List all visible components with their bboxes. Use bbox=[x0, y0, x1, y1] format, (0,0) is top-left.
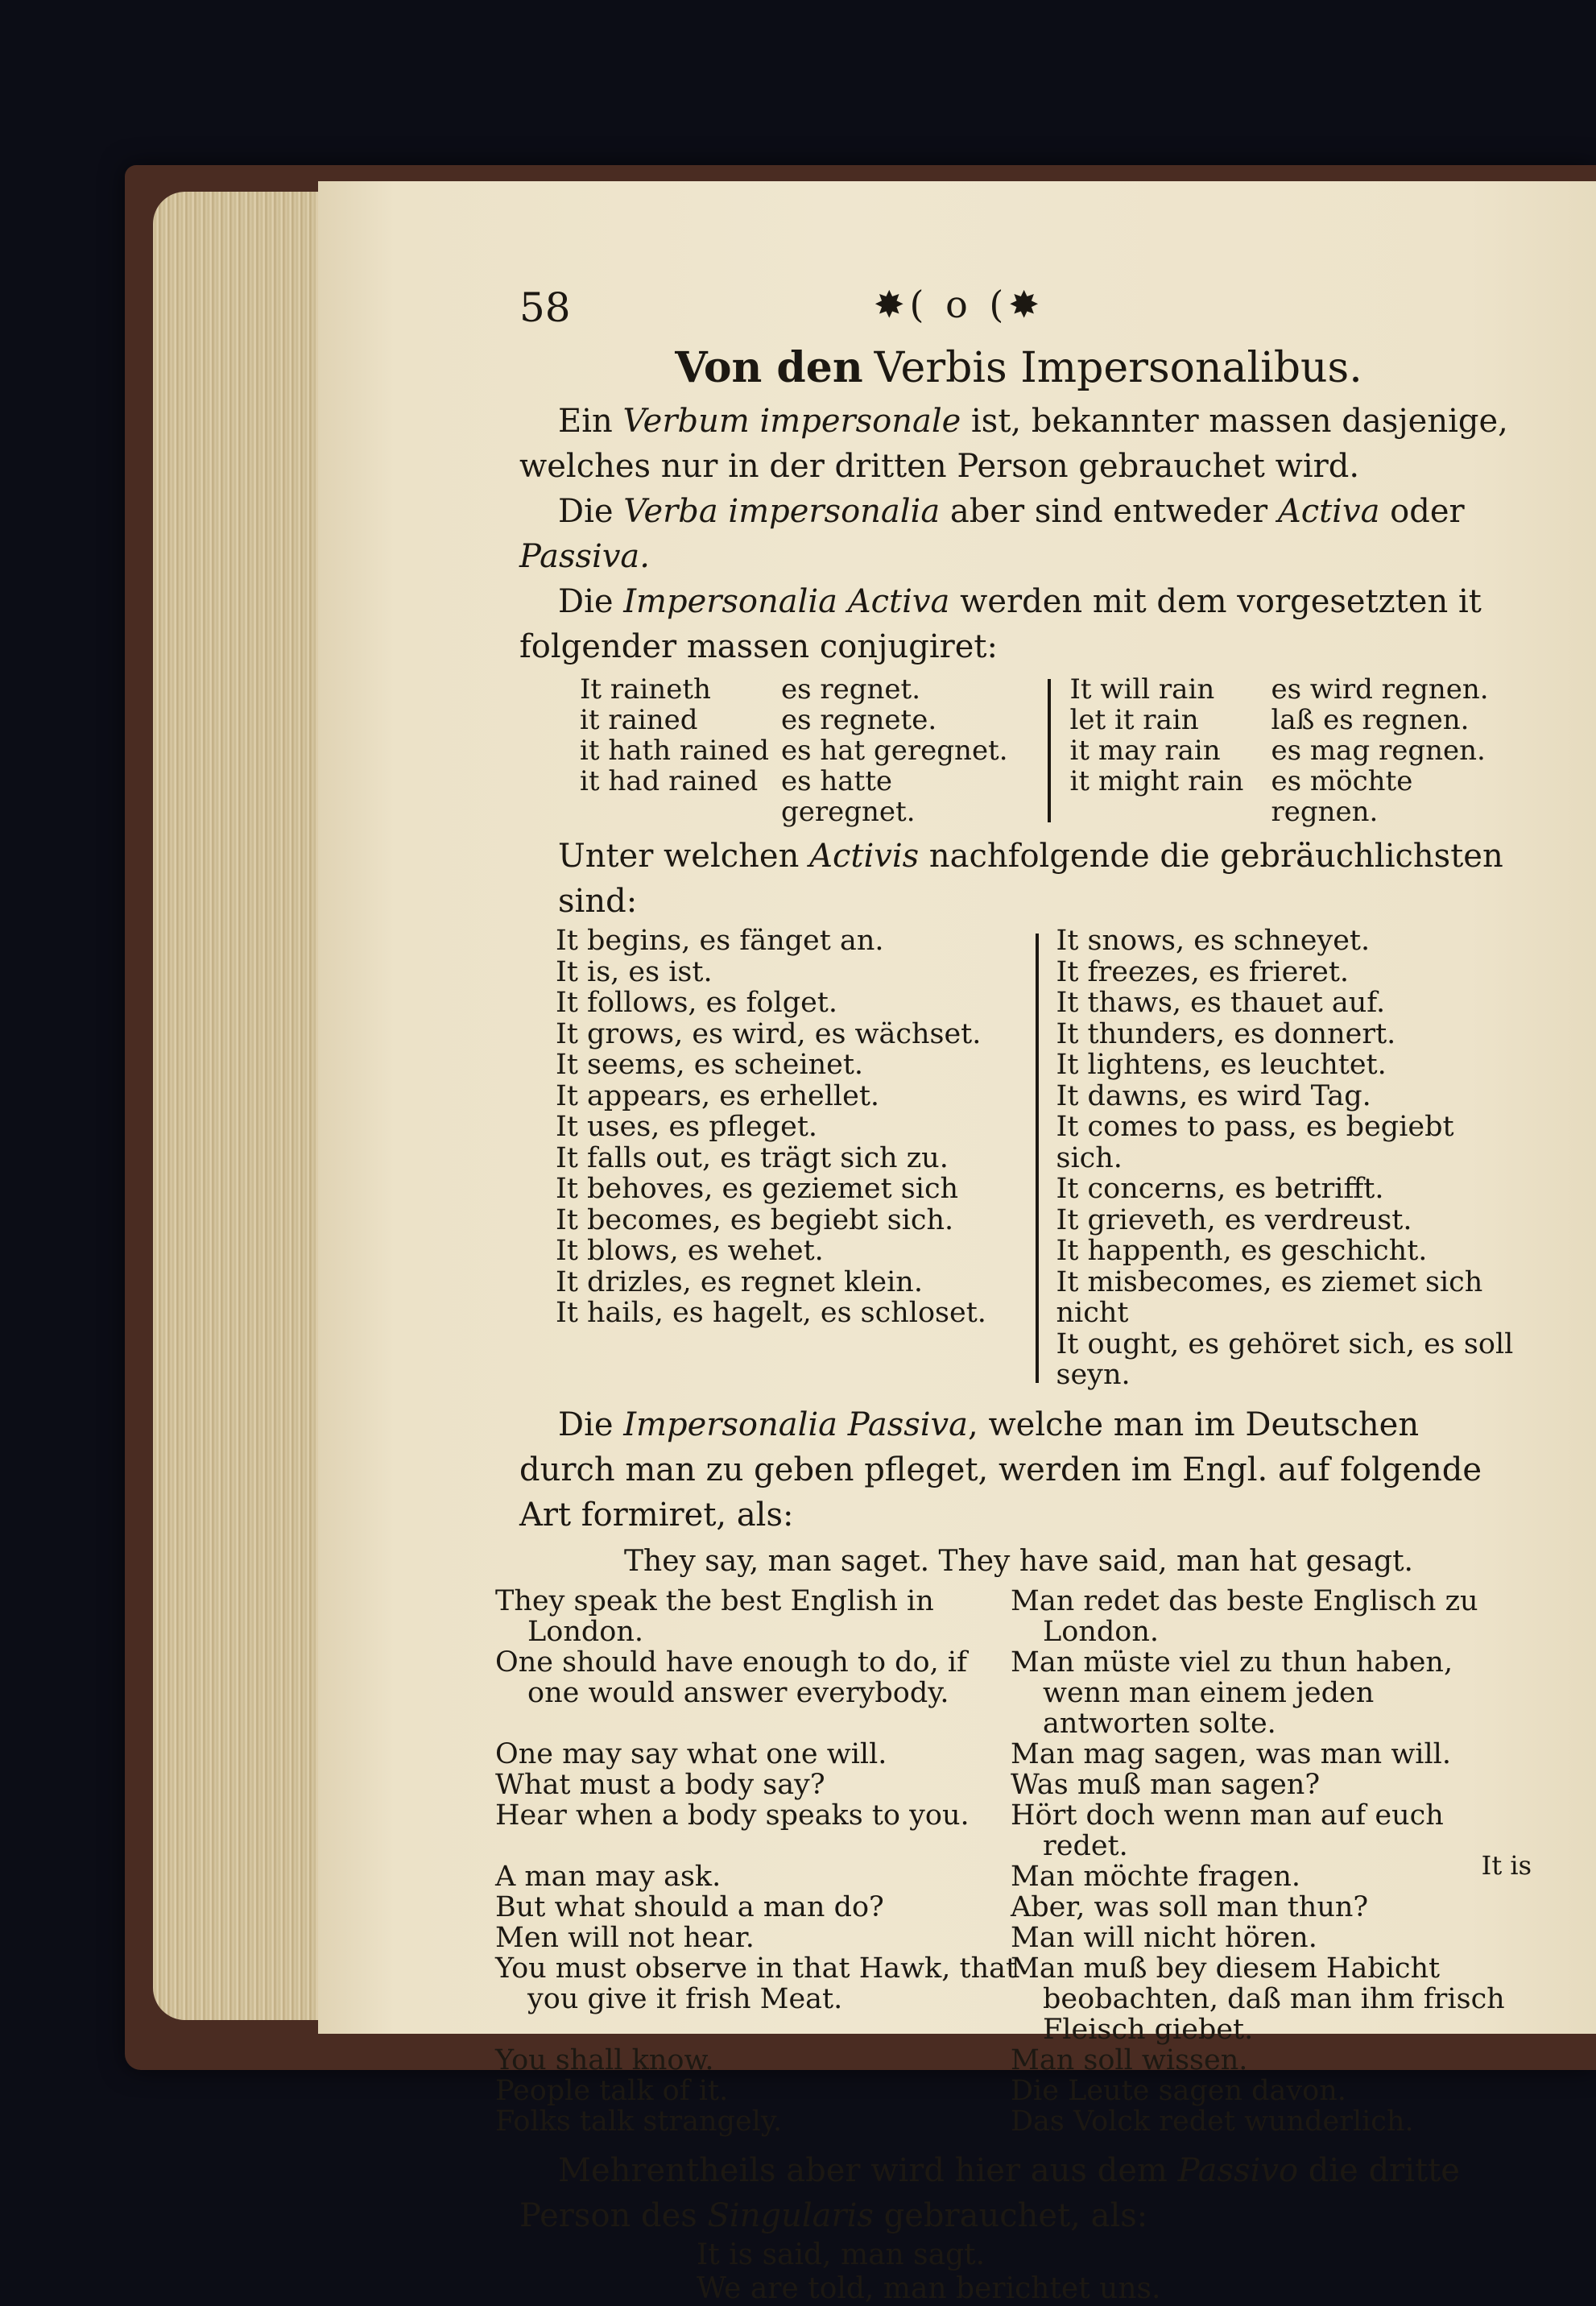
list-item: It follows, es folget. bbox=[556, 987, 837, 1019]
conjugation-right bbox=[1070, 674, 1519, 827]
activa-list bbox=[519, 925, 1518, 1391]
list-item: It blows, es wehet. bbox=[556, 1235, 824, 1267]
conjugation-left bbox=[580, 674, 1028, 827]
list-item: It begins, es fänget an. bbox=[556, 925, 884, 957]
column-rule bbox=[1036, 934, 1039, 1383]
title-roman: Verbis Impersonalibus. bbox=[874, 344, 1362, 392]
list-item: It snows, es schneyet. bbox=[1056, 925, 1371, 957]
conj-row: it had rained es hatte geregnet. bbox=[580, 765, 916, 828]
example-row: Folks talk strangely. Das Volck redet wunderlich. bbox=[495, 2105, 1414, 2138]
conj-row: let it rain laß es regnen. bbox=[1069, 704, 1470, 736]
list-item: It appears, es erhellet. bbox=[556, 1079, 880, 1112]
example-row: Men will not hear. Man will nicht hören. bbox=[495, 1921, 1317, 1954]
example-row: One should have enough to do, if one would answer everybody. Man müste viel zu thun haben, wenn man einem jeden antworten solte. bbox=[495, 1646, 1453, 1740]
book-page bbox=[318, 181, 1596, 2305]
page-title bbox=[519, 343, 1518, 392]
said-line: We are told, man berichtet uns. bbox=[697, 2271, 1161, 2305]
page-number: 58 bbox=[519, 284, 571, 331]
list-item: It hails, es hagelt, es schloset. bbox=[556, 1297, 986, 1329]
list-item: It comes to pass, es begiebt sich. bbox=[1056, 1111, 1454, 1174]
activa-right bbox=[1056, 925, 1519, 1391]
paragraph-5: Mehrentheils aber wird hier aus dem Passivo die dritte Person des Singularis gebrauchet, als: bbox=[519, 2151, 1460, 2234]
conj-row: it hath rained es hat geregnet. bbox=[580, 735, 1008, 767]
list-item: It becomes, es begiebt sich. bbox=[556, 1203, 954, 1236]
subheading-activa: Unter welchen Activis nachfolgende die gebräuchlichsten sind: bbox=[558, 838, 1503, 920]
passiva-examples bbox=[495, 1584, 1518, 2138]
catchword: It is bbox=[1481, 1850, 1532, 1881]
conj-row: It will rain es wird regnen. bbox=[1069, 673, 1489, 706]
running-header bbox=[519, 278, 1518, 338]
paragraph-3: Die Impersonalia Activa werden mit dem vorgesetzten it folgender massen conjugiret: bbox=[519, 583, 1482, 665]
example-row: They speak the best English in London. Man redet das beste Englisch zu London. bbox=[495, 1584, 1478, 1648]
page-edges bbox=[153, 192, 326, 2020]
example-row: Hear when a body speaks to you. Hört doch wenn man auf euch redet. bbox=[495, 1799, 1444, 1862]
list-item: It lightens, es leuchtet. bbox=[1056, 1049, 1387, 1081]
list-item: It is, es ist. bbox=[556, 955, 713, 988]
activa-left bbox=[519, 925, 1018, 1391]
list-item: It drizles, es regnet klein. bbox=[556, 1265, 923, 1298]
list-item: It misbecomes, es ziemet sich nicht bbox=[1056, 1265, 1483, 1329]
title-blackletter: Von den bbox=[675, 343, 863, 392]
list-item: It falls out, es trägt sich zu. bbox=[556, 1141, 949, 1174]
example-row: People talk of it. Die Leute sagen davon. bbox=[495, 2074, 1346, 2107]
example-row: What must a body say? Was muß man sagen? bbox=[495, 1768, 1321, 1801]
list-item: It thunders, es donnert. bbox=[1056, 1017, 1396, 1050]
list-item: It thaws, es thauet auf. bbox=[1056, 987, 1386, 1019]
example-row: You must observe in that Hawk, that you give it frish Meat. Man muß bey diesem Habicht beobachten, daß man ihm frisch Fleisch giebet. bbox=[495, 1952, 1505, 2046]
conj-row: it might rain es möchte regnen. bbox=[1069, 765, 1413, 828]
paragraph-2: Die Verba impersonalia aber sind entweder Activa oder Passiva. bbox=[519, 493, 1465, 575]
list-item: It behoves, es geziemet sich bbox=[556, 1173, 959, 1205]
example-row: One may say what one will. Man mag sagen, was man will. bbox=[495, 1737, 1451, 1770]
paragraph-4: Die Impersonalia Passiva, welche man im Deutschen durch man zu geben pfleget, werden im Engl. auf folgende Art formiret, als: bbox=[519, 1406, 1482, 1534]
they-say-line: They say, man saget. They have said, man hat gesagt. bbox=[624, 1544, 1413, 1578]
paragraph-1: Ein Verbum impersonale ist, bekannter massen dasjenige, welches nur in der dritten Person gebrauchet wird. bbox=[519, 403, 1508, 485]
page-text-block bbox=[495, 278, 1518, 2306]
conj-row: it rained es regnete. bbox=[580, 704, 937, 736]
list-item: It grows, es wird, es wächset. bbox=[556, 1017, 982, 1050]
list-item: It concerns, es betrifft. bbox=[1056, 1173, 1384, 1205]
list-item: It seems, es scheinet. bbox=[556, 1049, 864, 1081]
list-item: It uses, es pfleget. bbox=[556, 1111, 818, 1143]
said-line: It is said, man sagt. bbox=[697, 2238, 986, 2271]
list-item: It dawns, es wird Tag. bbox=[1056, 1079, 1371, 1112]
list-item: It freezes, es frieret. bbox=[1056, 955, 1350, 988]
list-item: It happenth, es geschicht. bbox=[1056, 1235, 1428, 1267]
example-row: A man may ask. Man möchte fragen. bbox=[495, 1860, 1301, 1893]
column-rule bbox=[1048, 679, 1051, 822]
header-ornament: ✸( o (✸ bbox=[874, 283, 1044, 326]
list-item: It grieveth, es verdreust. bbox=[1056, 1203, 1412, 1236]
list-item: It ought, es gehöret sich, es soll seyn. bbox=[1056, 1327, 1514, 1391]
example-row: You shall know. Man soll wissen. bbox=[495, 2043, 1248, 2076]
conj-row: it may rain es mag regnen. bbox=[1069, 735, 1486, 767]
example-row: But what should a man do? Aber, was soll man thun? bbox=[495, 1890, 1369, 1923]
conjugation-table bbox=[519, 674, 1518, 827]
conj-row: It raineth es regnet. bbox=[580, 673, 921, 706]
